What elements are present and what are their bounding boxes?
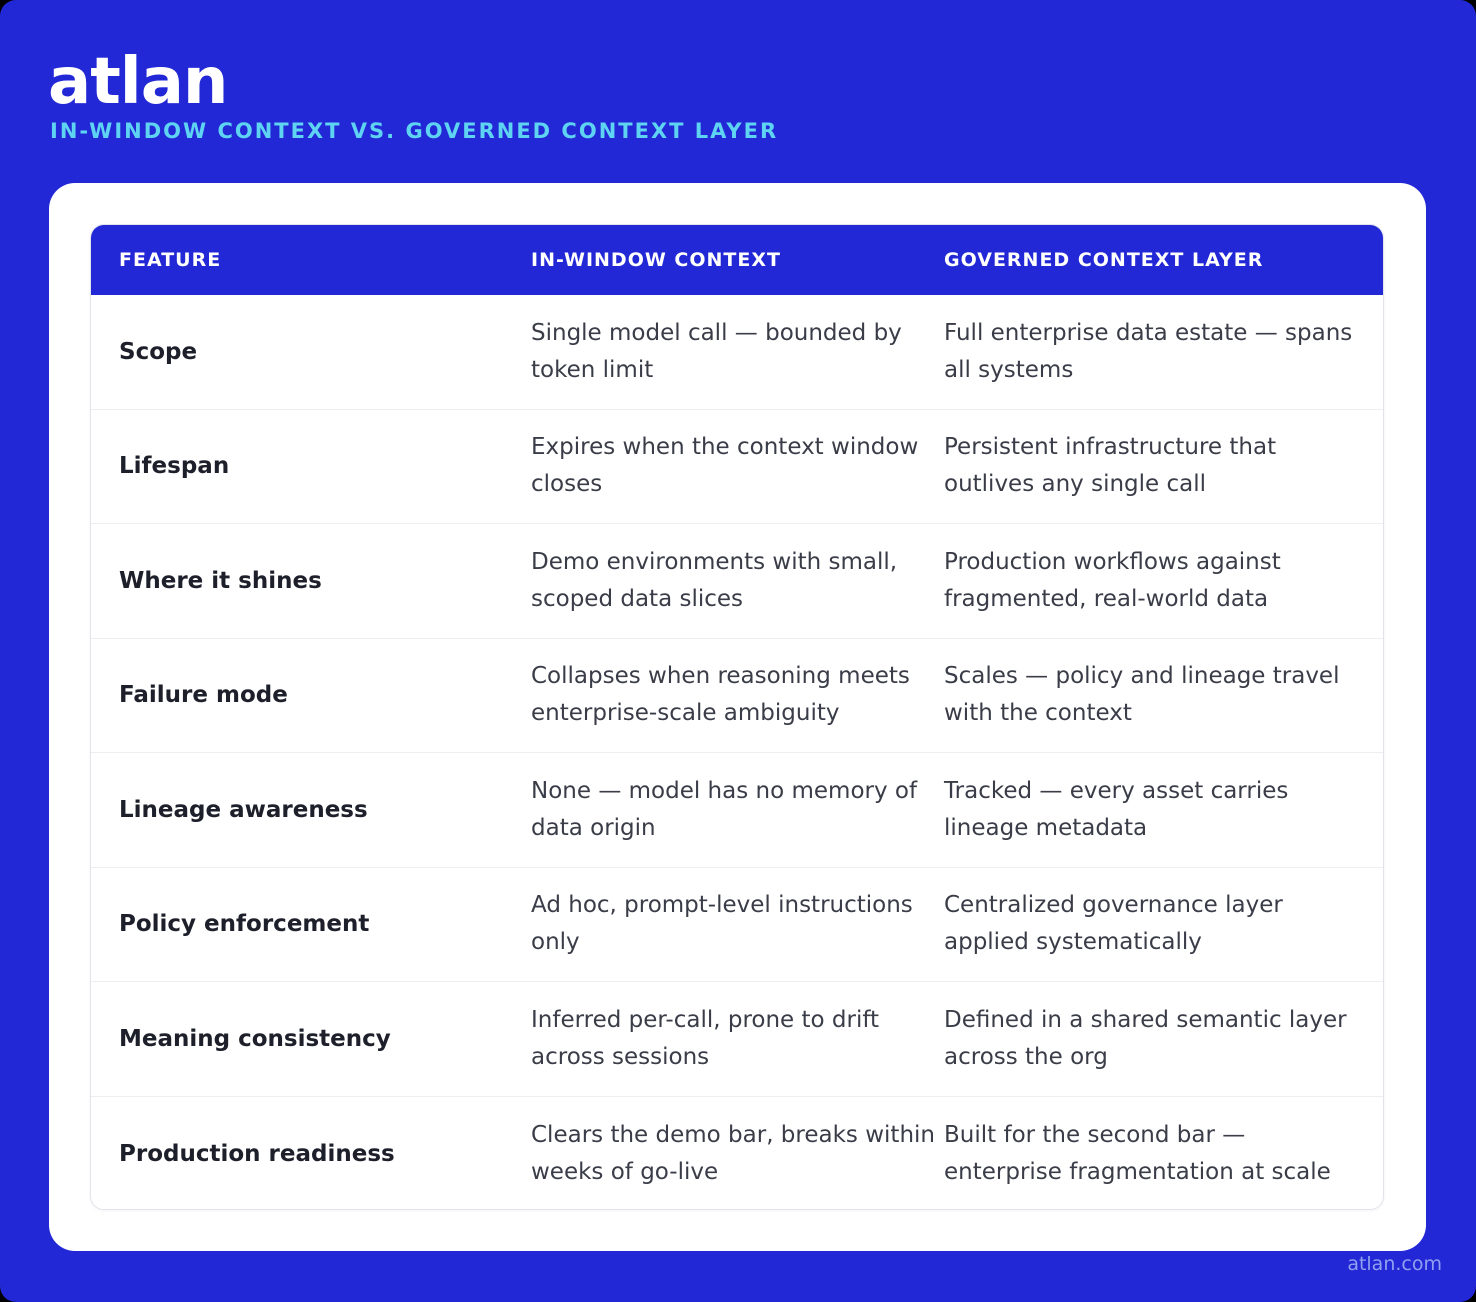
in-window-cell: Inferred per-call, prone to drift across sessions — [531, 1006, 880, 1070]
feature-cell: Scope — [119, 338, 198, 365]
header-feature: FEATURE — [119, 249, 222, 271]
feature-cell: Policy enforcement — [119, 911, 370, 938]
content-card — [49, 183, 1426, 1251]
table-row — [91, 639, 1383, 754]
header-governed-context-layer: GOVERNED CONTEXT LAYER — [944, 249, 1264, 271]
in-window-cell: Expires when the context window closes — [531, 434, 919, 498]
feature-cell: Lifespan — [119, 453, 230, 480]
feature-cell: Failure mode — [119, 682, 288, 709]
table-row — [91, 410, 1383, 525]
governed-cell: Tracked — every asset carries lineage metadata — [944, 777, 1289, 841]
table-row — [91, 524, 1383, 639]
governed-cell: Full enterprise data estate — spans all systems — [944, 319, 1353, 383]
in-window-cell: Demo environments with small, scoped data slices — [531, 548, 898, 612]
feature-cell: Where it shines — [119, 567, 322, 594]
governed-cell: Built for the second bar — enterprise fragmentation at scale — [944, 1121, 1331, 1185]
atlan-logo: atlan — [48, 45, 228, 119]
table-row — [91, 868, 1383, 983]
feature-cell: Lineage awareness — [119, 796, 368, 823]
in-window-cell: Collapses when reasoning meets enterprise-scale ambiguity — [531, 663, 910, 727]
in-window-cell: Single model call — bounded by token limit — [531, 319, 902, 383]
governed-cell: Scales — policy and lineage travel with the context — [944, 663, 1340, 727]
governed-cell: Centralized governance layer applied systematically — [944, 892, 1283, 956]
table-row — [91, 295, 1383, 410]
footer-domain: atlan.com — [1347, 1253, 1442, 1275]
table-row — [91, 1097, 1383, 1211]
in-window-cell: None — model has no memory of data origin — [531, 777, 918, 841]
table-header — [91, 225, 1383, 295]
governed-cell: Persistent infrastructure that outlives any single call — [944, 434, 1277, 498]
governed-cell: Production workflows against fragmented, real-world data — [944, 548, 1281, 612]
feature-cell: Meaning consistency — [119, 1025, 391, 1052]
in-window-cell: Clears the demo bar, breaks within weeks of go-live — [531, 1121, 935, 1185]
in-window-cell: Ad hoc, prompt-level instructions only — [531, 892, 913, 956]
header-in-window-context: IN-WINDOW CONTEXT — [531, 249, 781, 271]
table-row — [91, 753, 1383, 868]
comparison-table — [90, 224, 1384, 1210]
page-subtitle: IN-WINDOW CONTEXT VS. GOVERNED CONTEXT LAYER — [50, 119, 779, 143]
governed-cell: Defined in a shared semantic layer across the org — [944, 1006, 1347, 1070]
table-row — [91, 982, 1383, 1097]
feature-cell: Production readiness — [119, 1140, 395, 1167]
